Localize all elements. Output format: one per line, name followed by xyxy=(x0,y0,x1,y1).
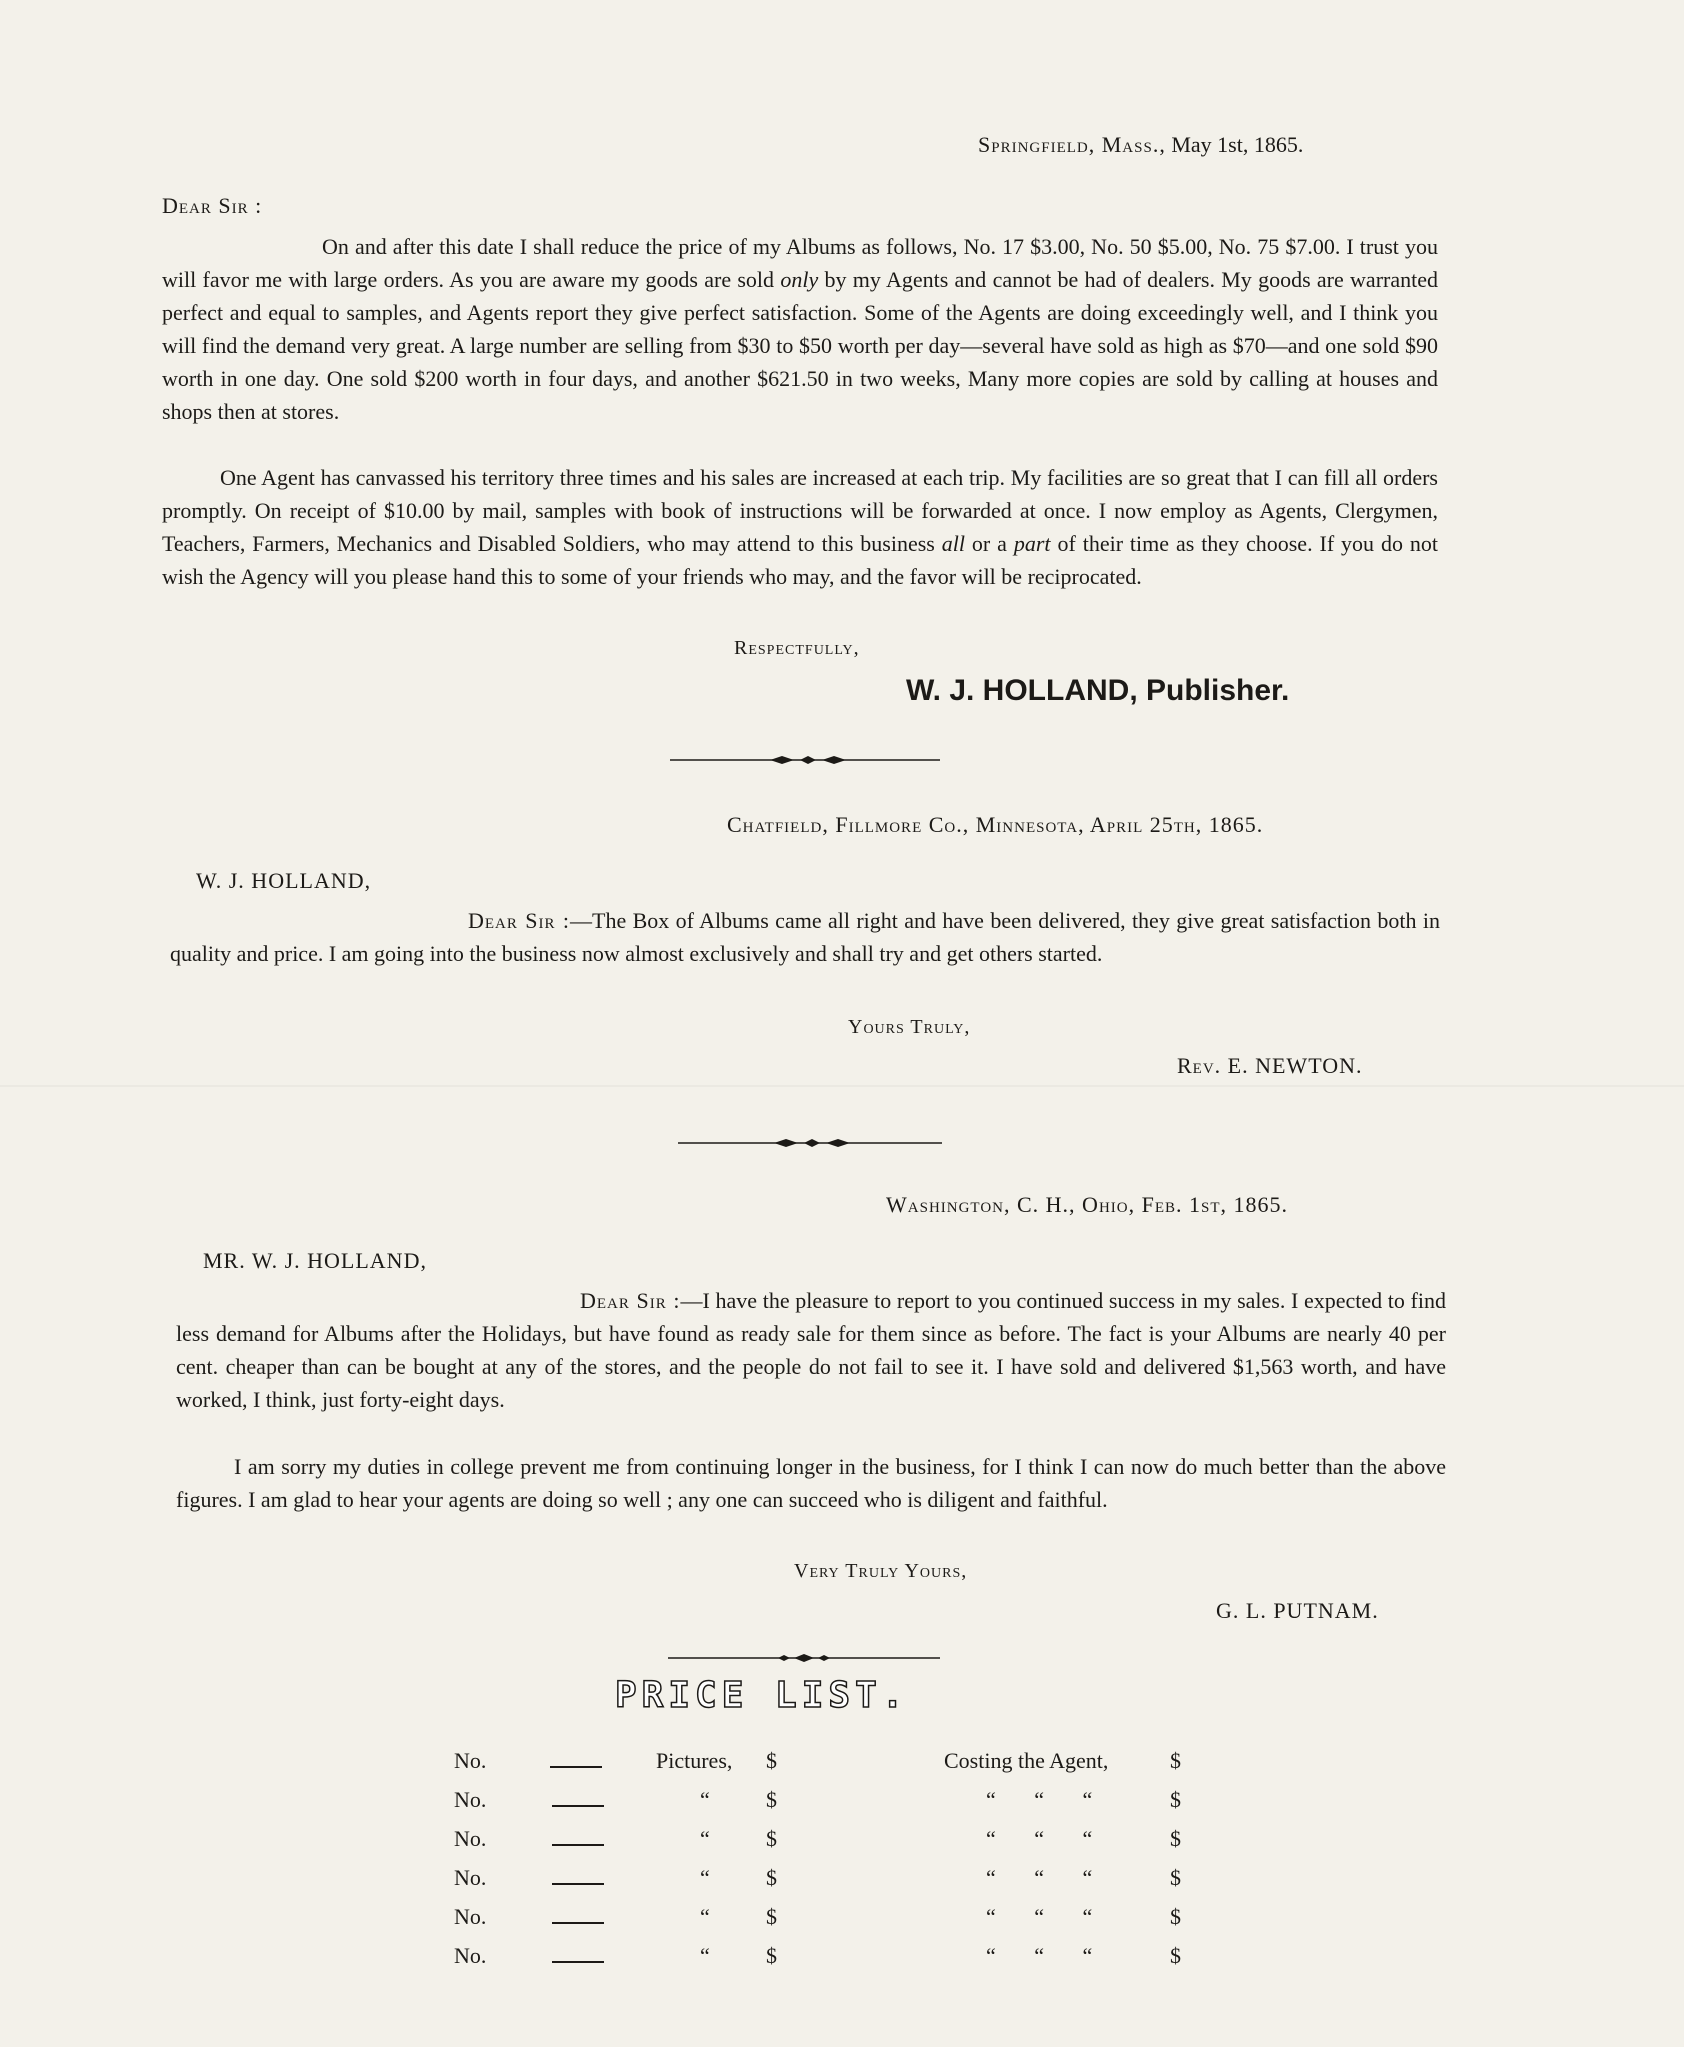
letter2-salutation: Dear Sir : xyxy=(468,908,570,933)
letter1-para2-italic-part: part xyxy=(1013,531,1051,556)
pl-dollar-2: $ xyxy=(1170,1787,1181,1812)
pl-dollar-2: $ xyxy=(1170,1943,1181,1968)
pl-costing-label: Costing the Agent, xyxy=(944,1748,1109,1773)
letter3-addressee: MR. W. J. HOLLAND, xyxy=(203,1248,427,1273)
price-list-row xyxy=(0,1943,1684,1977)
pl-dollar: $ xyxy=(766,1904,777,1929)
paper-fold xyxy=(0,1085,1684,1087)
pl-pictures-label: Pictures, xyxy=(656,1748,733,1773)
letter3-signature: G. L. PUTNAM. xyxy=(1216,1598,1379,1623)
price-list-row xyxy=(0,1865,1684,1899)
letter1-signature: W. J. HOLLAND, Publisher. xyxy=(906,674,1290,707)
pl-dollar: $ xyxy=(766,1943,777,1968)
pl-ditto-marks: “ “ “ xyxy=(986,1865,1093,1890)
pl-dollar-2: $ xyxy=(1170,1826,1181,1851)
pl-no-label: No. xyxy=(454,1904,487,1929)
letter1-closing: Respectfully, xyxy=(734,637,860,659)
letter1-para1-text-a: On and after this date I shall reduce the price of my Albums as follows, No. 17 $3.00, No. 50 $5.00, No. 75 $7.00. I trust you will favor me with large orders. As you are aware my goods are sold xyxy=(162,234,1438,292)
pl-dollar: $ xyxy=(766,1787,777,1812)
pl-dollar: $ xyxy=(766,1748,777,1773)
letter2-dateline: Chatfield, Fillmore Co., Minnesota, April 25th, 1865. xyxy=(727,812,1264,837)
letter2-body xyxy=(170,904,1440,970)
letter1-para1-text-b: by my Agents and cannot be had of dealers. My goods are warranted perfect and equal to samples, and Agents report they give perfect satisfaction. Some of the Agents are doing exceedingly well, and I think you will find the demand very great. A large number are selling from $30 to $50 worth per day—several have sold as high as $70—and one sold $90 worth in one day. One sold $200 worth in four days, and another $621.50 in two weeks, Many more copies are sold by calling at houses and shops then at stores. xyxy=(162,267,1438,424)
pl-blank-line xyxy=(552,1805,604,1807)
letter2-addressee: W. J. HOLLAND, xyxy=(196,868,372,893)
pl-dollar: $ xyxy=(766,1865,777,1890)
pl-ditto-marks: “ “ “ xyxy=(986,1943,1093,1968)
letter3-dateline: Washington, C. H., Ohio, Feb. 1st, 1865. xyxy=(886,1192,1289,1217)
pl-dollar-2: $ xyxy=(1170,1904,1181,1929)
pl-ditto: “ xyxy=(700,1826,710,1851)
letter1-salutation: Dear Sir : xyxy=(162,193,263,218)
letter1-dateline xyxy=(978,132,1303,158)
pl-blank-line xyxy=(552,1844,604,1846)
price-list-row xyxy=(0,1787,1684,1821)
pl-ditto-marks: “ “ “ xyxy=(986,1787,1093,1812)
price-list-row xyxy=(0,1904,1684,1938)
pl-ditto-marks: “ “ “ xyxy=(986,1826,1093,1851)
letter1-dateline-place: Springfield, Mass., xyxy=(978,132,1166,157)
letter1-para2-text-a: One Agent has canvassed his territory three times and his sales are increased at each trip. My facilities are so great that I can fill all orders promptly. On receipt of $10.00 by mail, samples with book of instructions will be forwarded at once. I now employ as Agents, Clergymen, Teachers, Farmers, Mechanics and Disabled Soldiers, who may attend to this business xyxy=(162,465,1438,556)
letter1-para2-italic-all: all xyxy=(941,531,966,556)
letter2-closing: Yours Truly, xyxy=(848,1016,971,1038)
pl-blank-line xyxy=(550,1766,602,1768)
pl-no-label: No. xyxy=(454,1748,487,1773)
pl-no-label: No. xyxy=(454,1826,487,1851)
pl-ditto: “ xyxy=(700,1904,710,1929)
letter3-body-paragraph-2 xyxy=(176,1450,1446,1516)
pl-ditto: “ xyxy=(700,1787,710,1812)
price-list-header-row xyxy=(0,1748,1684,1782)
pl-blank-line xyxy=(552,1961,604,1963)
pl-dollar-2: $ xyxy=(1170,1865,1181,1890)
letter3-body2-text: I am sorry my duties in college prevent me from continuing longer in the business, for I think I can now do much better than the above figures. I am glad to hear your agents are doing so well ; any one can succeed who is diligent and faithful. xyxy=(176,1454,1446,1512)
pl-blank-line xyxy=(552,1922,604,1924)
ornament-divider xyxy=(668,1650,940,1666)
letter3-closing: Very Truly Yours, xyxy=(794,1560,968,1582)
letter1-para2-text-mid: or a xyxy=(965,531,1014,556)
letter3-salutation: Dear Sir : xyxy=(580,1288,681,1313)
pl-dollar-2: $ xyxy=(1170,1748,1181,1773)
letter1-paragraph-1 xyxy=(162,230,1438,428)
ornament-divider xyxy=(678,1135,942,1151)
pl-ditto: “ xyxy=(700,1865,710,1890)
pl-no-label: No. xyxy=(454,1787,487,1812)
letter1-paragraph-2 xyxy=(162,461,1438,593)
letter2-body-text: —The Box of Albums came all right and have been delivered, they give great satisfaction both in quality and price. I am going into the business now almost exclusively and shall try and get others started. xyxy=(170,908,1440,966)
pl-dollar: $ xyxy=(766,1826,777,1851)
letter3-body1-text: —I have the pleasure to report to you continued success in my sales. I expected to find less demand for Albums after the Holidays, but have found as ready sale for them since as before. The fact is your Albums are nearly 40 per cent. cheaper than can be bought at any of the stores, and the people do not fail to see it. I have sold and delivered $1,563 worth, and have worked, I think, just forty-eight days. xyxy=(176,1288,1446,1412)
letter1-para2-text-b: of their time as they choose. If you do not wish the Agency will you please hand this to some of your friends who may, and the favor will be reciprocated. xyxy=(162,531,1438,589)
pl-ditto-marks: “ “ “ xyxy=(986,1904,1093,1929)
ornament-divider xyxy=(670,752,940,768)
letter1-dateline-date: May 1st, 1865. xyxy=(1171,132,1304,157)
pl-blank-line xyxy=(552,1883,604,1885)
letter3-body-paragraph-1 xyxy=(176,1284,1446,1416)
letter1-para1-italic: only xyxy=(780,267,819,292)
pl-no-label: No. xyxy=(454,1943,487,1968)
price-list-title: PRICE LIST. xyxy=(615,1675,909,1716)
pl-ditto: “ xyxy=(700,1943,710,1968)
letter2-signature: Rev. E. NEWTON. xyxy=(1177,1053,1363,1078)
pl-no-label: No. xyxy=(454,1865,487,1890)
price-list-row xyxy=(0,1826,1684,1860)
